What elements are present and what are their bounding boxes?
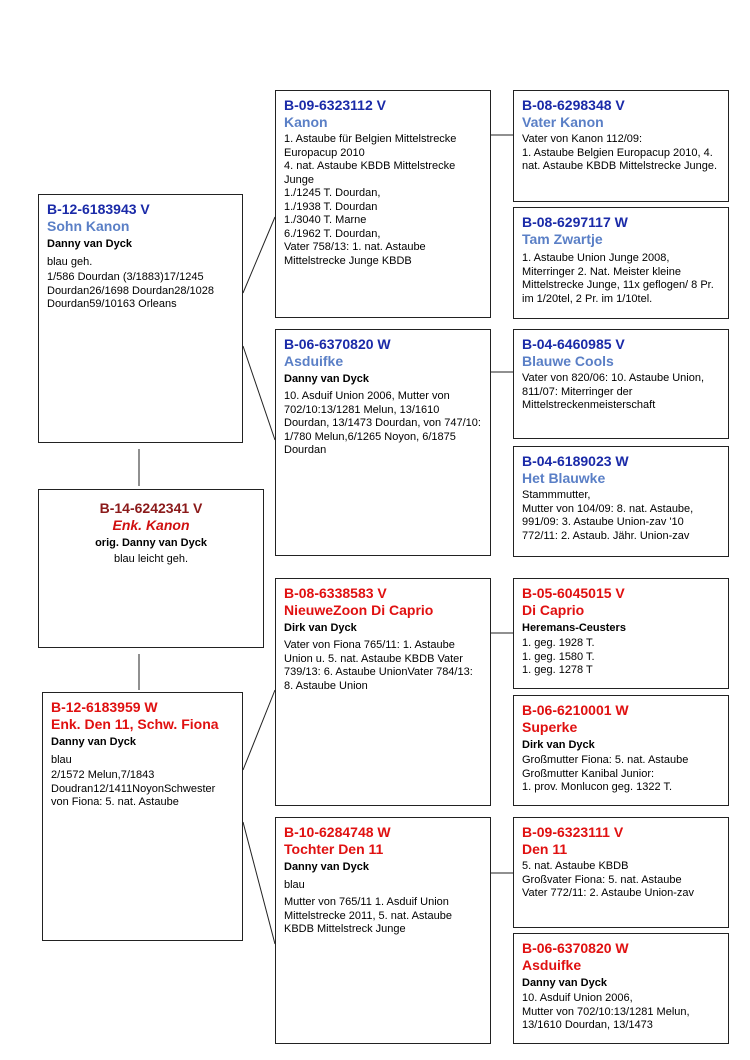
paternal-grandmother-card	[275, 329, 491, 556]
great-grandparent-fff-ring-number: B-08-6298348 V	[522, 97, 625, 113]
great-grandparent-ffm-name: Tam Zwartje	[522, 231, 603, 247]
maternal-grandfather-name: NieuweZoon Di Caprio	[284, 602, 434, 618]
maternal-grandmother-info: Mutter von 765/11 1. Asduif Union Mittelstrecke 2011, 5. nat. Astaube KBDB Mittelstreck Junge	[284, 896, 452, 935]
great-grandparent-mmf-card	[513, 817, 729, 928]
great-grandparent-fmf-name: Blauwe Cools	[522, 353, 614, 369]
subject-name: Enk. Kanon	[112, 517, 190, 533]
great-grandparent-mmm-ring-number: B-06-6370820 W	[522, 940, 629, 956]
paternal-grandfather-name: Kanon	[284, 114, 328, 130]
great-grandparent-fff-name: Vater Kanon	[522, 114, 604, 130]
great-grandparent-mff-ring-number: B-05-6045015 V	[522, 585, 625, 601]
great-grandparent-fmf-ring-number: B-04-6460985 V	[522, 336, 625, 352]
great-grandparent-mfm-breeder: Dirk van Dyck	[522, 739, 595, 751]
mother-breeder: Danny van Dyck	[51, 736, 136, 748]
mother-card	[42, 692, 243, 941]
maternal-grandmother-breeder: Danny van Dyck	[284, 861, 369, 873]
great-grandparent-fff-info: Vater von Kanon 112/09: 1. Astaube Belgien Europacup 2010, 4. nat. Astaube KBDB Mittelstrecke Junge.	[522, 133, 718, 172]
great-grandparent-ffm-card	[513, 207, 729, 319]
maternal-grandfather-info: Vater von Fiona 765/11: 1. Astaube Union u. 5. nat. Astaube KBDB Vater 739/13: 6. Astaube UnionVater 784/13: 8. Astaube Union	[284, 639, 473, 692]
paternal-grandfather-info: 1. Astaube für Belgien Mittelstrecke Europacup 2010 4. nat. Astaube KBDB Mittelstrecke Junge 1./1245 T. Dourdan, 1./1938 T. Dourdan 1./3040 T. Marne 6./1962 T. Dourdan, Vater 758/13: 1. nat. Astaube Mittelstrecke Junge KBDB	[284, 133, 457, 267]
paternal-grandfather-ring-number: B-09-6323112 V	[284, 97, 386, 113]
subject-card	[38, 489, 264, 648]
paternal-grandmother-name: Asduifke	[284, 353, 344, 369]
father-ring-number: B-12-6183943 V	[47, 201, 150, 217]
paternal-grandmother-breeder: Danny van Dyck	[284, 373, 369, 385]
great-grandparent-ffm-info: 1. Astaube Union Junge 2008, Miterringer 2. Nat. Meister kleine Mittelstrecke Junge, 11x geflogen/ 8 Pr. im 1/20tel, 2 Pr. im 1/10tel.	[522, 252, 714, 305]
subject-ring-number: B-14-6242341 V	[99, 500, 203, 516]
great-grandparent-fmm-name: Het Blauwke	[522, 470, 606, 486]
mother-color: blau	[51, 754, 72, 766]
great-grandparent-fmm-ring-number: B-04-6189023 W	[522, 453, 629, 469]
mother-ring-number: B-12-6183959 W	[51, 699, 158, 715]
great-grandparent-mff-breeder: Heremans-Ceusters	[522, 622, 626, 634]
paternal-grandfather-card	[275, 90, 491, 318]
great-grandparent-mmf-info: 5. nat. Astaube KBDB Großvater Fiona: 5. nat. Astaube Vater 772/11: 2. Astaube Union-zav	[522, 860, 695, 899]
mother-name: Enk. Den 11, Schw. Fiona	[51, 716, 219, 732]
great-grandparent-mmm-breeder: Danny van Dyck	[522, 977, 607, 989]
father-card	[38, 194, 243, 443]
great-grandparent-fmm-card	[513, 446, 729, 557]
great-grandparent-mmm-card	[513, 933, 729, 1044]
paternal-grandmother-ring-number: B-06-6370820 W	[284, 336, 391, 352]
great-grandparent-fmf-info: Vater von 820/06: 10. Astaube Union, 811/07: Miterringer der Mittelstreckenmeisterschaft	[522, 372, 705, 411]
great-grandparent-mff-info: 1. geg. 1928 T. 1. geg. 1580 T. 1. geg. 1278 T	[522, 637, 595, 676]
great-grandparent-fmm-info: Stammmutter, Mutter von 104/09: 8. nat. Astaube, 991/09: 3. Astaube Union-zav '10 772/11: 2. Astaub. Jähr. Union-zav	[522, 489, 694, 542]
great-grandparent-fff-card	[513, 90, 729, 202]
father-info: 1/586 Dourdan (3/1883)17/1245 Dourdan26/1698 Dourdan28/1028 Dourdan59/10163 Orleans	[47, 271, 214, 310]
maternal-grandmother-name: Tochter Den 11	[284, 841, 384, 857]
subject-breeder: orig. Danny van Dyck	[95, 537, 207, 549]
maternal-grandfather-breeder: Dirk van Dyck	[284, 622, 357, 634]
great-grandparent-mff-card	[513, 578, 729, 689]
great-grandparent-mfm-name: Superke	[522, 719, 578, 735]
great-grandparent-mmm-info: 10. Asduif Union 2006, Mutter von 702/10:13/1281 Melun, 13/1610 Dourdan, 13/1473	[522, 992, 690, 1031]
great-grandparent-mff-name: Di Caprio	[522, 602, 585, 618]
father-name: Sohn Kanon	[47, 218, 130, 234]
paternal-grandmother-info: 10. Asduif Union 2006, Mutter von 702/10:13/1281 Melun, 13/1610 Dourdan, 13/1473 Dourdan, von 747/10: 1/780 Melun,6/1265 Noyon, 6/1875 Dourdan	[284, 390, 481, 456]
maternal-grandmother-ring-number: B-10-6284748 W	[284, 824, 391, 840]
father-color: blau geh.	[47, 256, 93, 268]
great-grandparent-mmf-ring-number: B-09-6323111 V	[522, 824, 624, 840]
great-grandparent-mfm-card	[513, 695, 729, 806]
great-grandparent-mmf-name: Den 11	[522, 841, 568, 857]
subject-color: blau leicht geh.	[114, 553, 188, 565]
maternal-grandmother-card	[275, 817, 491, 1044]
great-grandparent-ffm-ring-number: B-08-6297117 W	[522, 214, 628, 230]
father-breeder: Danny van Dyck	[47, 238, 132, 250]
maternal-grandfather-card	[275, 578, 491, 806]
maternal-grandfather-ring-number: B-08-6338583 V	[284, 585, 387, 601]
great-grandparent-fmf-card	[513, 329, 729, 439]
great-grandparent-mfm-info: Großmutter Fiona: 5. nat. Astaube Großmutter Kanibal Junior: 1. prov. Monlucon geg. 1322 T.	[522, 754, 689, 793]
mother-info: 2/1572 Melun,7/1843 Doudran12/1411NoyonSchwester von Fiona: 5. nat. Astaube	[51, 769, 216, 808]
great-grandparent-mmm-name: Asduifke	[522, 957, 582, 973]
maternal-grandmother-color: blau	[284, 879, 305, 891]
great-grandparent-mfm-ring-number: B-06-6210001 W	[522, 702, 629, 718]
